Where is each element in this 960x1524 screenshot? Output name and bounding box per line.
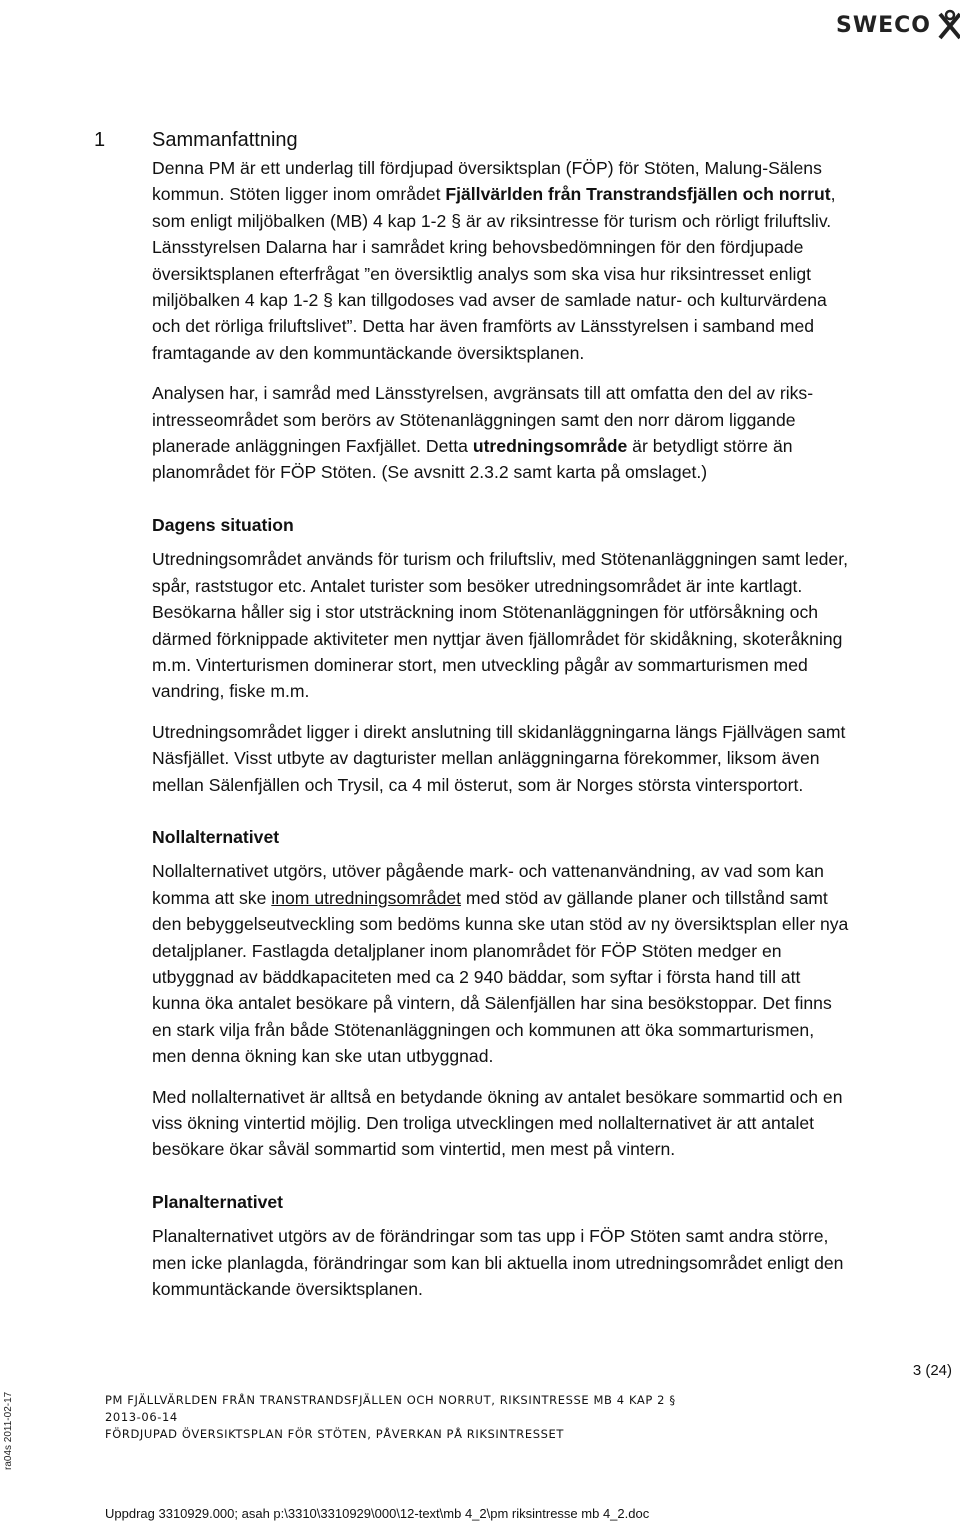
- underlined-run: inom utredningsområdet: [271, 887, 462, 908]
- text-run: Denna PM är ett underlag till fördjupad översiktsplan (FÖP) för Stöten, Malung-Sälens kommun. Stöten ligger inom området: [152, 158, 822, 205]
- document-body: [94, 125, 957, 1302]
- noll-heading: Nollalternativet: [152, 826, 280, 847]
- text-run: med stöd av gällande planer och tillstånd samt den bebyggelseutveckling som bedöms kunna ske utan stöd av ny översiktsplan eller nya detaljplaner. Fastlagda detaljplaner inom planområdet för FÖP Stöten medger en utbyggnad av bäddkapaciteten med ca 2 940 bäddar, som syftar i första hand till att kunna öka antalet besökare på vintern, då Sälenfjällen har sina besökstoppar. Det finns en stark vilja från både Stötenanläggningen och kommunen att öka sommarturismen, men denna ökning kan ske utan utbyggnad.: [152, 887, 849, 1067]
- dagens-paragraph-1: Utredningsområdet används för turism och friluftsliv, med Stötenanläggningen samt leder, spår, raststugor etc. Antalet turister som besöker utredningsområdet är inte kartlagt. Besökarna håller sig i stor utsträckning inom Stötenanläggningen för utförsåkning och därmed förknippade aktiviteter men nyttjar även fjällområdet för skidåkning, skoteråkning m.m. Vinterturismen dominerar stort, men utveckling pågår av sommarturismen med vandring, fiske m.m.: [152, 549, 848, 702]
- plan-heading: Planalternativet: [152, 1191, 284, 1212]
- section-number: 1: [94, 129, 106, 151]
- noll-paragraph-1: [152, 858, 957, 1069]
- plan-paragraph-1: Planalternativet utgörs av de förändringar som tas upp i FÖP Stöten samt andra större, men icke planlagda, förändringar som kan bli aktuella inom utredningsområdet enligt den kommuntäckande översiktsplanen.: [152, 1226, 844, 1300]
- logo-text: SWECO: [836, 12, 931, 38]
- sweco-logo-icon: [935, 8, 960, 42]
- text-run: Analysen har, i samråd med Länsstyrelsen, avgränsats till att omfatta den del av riks- intresseområdet som berörs av Stötenanläggningen samt den norr därom liggande planerade anläggningen Faxfjället. Detta: [152, 383, 814, 457]
- footer-block: [105, 1392, 676, 1443]
- noll-paragraph-2: Med nollalternativet är alltså en betydande ökning av antalet besökare sommartid och en viss ökning vintertid möjlig. Den troliga utvecklingen med nollalternativet är att antalet besökare ökar såväl sommartid som vintertid, men mest på vintern.: [152, 1086, 843, 1160]
- bold-run: Fjällvärlden från Transtrandsfjällen och norrut: [445, 184, 831, 205]
- section-title: Sammanfattning: [152, 129, 298, 151]
- footer-line-3: FÖRDJUPAD ÖVERSIKTSPLAN FÖR STÖTEN, PÅVERKAN PÅ RIKSINTRESSET: [105, 1427, 564, 1441]
- text-run: är betydligt större än planområdet för FÖP Stöten. (Se avsnitt 2.3.2 samt karta på omslaget.): [152, 436, 793, 483]
- dagens-heading: Dagens situation: [152, 514, 294, 535]
- page-number: 3 (24): [912, 1362, 952, 1379]
- summary-paragraph-1: [152, 155, 957, 366]
- uppdrag-path: Uppdrag 3310929.000; asah p:\3310\3310929\000\12-text\mb 4_2\pm riksintresse mb 4_2.doc: [105, 1506, 650, 1521]
- footer-line-1: PM FJÄLLVÄRLDEN FRÅN TRANSTRANDSFJÄLLEN OCH NORRUT, RIKSINTRESSE MB 4 KAP 2 §: [105, 1393, 676, 1407]
- summary-paragraph-2: [152, 380, 957, 486]
- section-heading: [94, 125, 957, 155]
- footer-line-2: 2013-06-14: [105, 1410, 178, 1424]
- side-code: ra04s 2011-02-17: [3, 1391, 14, 1470]
- sweco-logo: [836, 8, 960, 42]
- text-run: Nollalternativet utgörs, utöver pågående mark- och vattenanvändning, av vad som kan komma att ske: [152, 861, 824, 908]
- text-run: , som enligt miljöbalken (MB) 4 kap 1-2 § är av riksintresse för turism och rörligt friluftsliv. Länsstyrelsen Dalarna har i samrådet kring behovsbedömningen för den fördjupade översiktsplanen efterfrågat ”en översiktlig analys som ska visa hur riksintresset enligt miljöbalken 4 kap 1-2 § kan tillgodoses vad avser de samlade natur- och kulturvärdena och det rörliga friluftslivet”. Detta har även framförts av Länsstyrelsen i samband med framtagande av den kommuntäckande översiktsplanen.: [152, 184, 836, 363]
- bold-run: utredningsområde: [472, 436, 628, 457]
- dagens-paragraph-2: Utredningsområdet ligger i direkt anslutning till skidanläggningarna längs Fjällvägen samt Näsfjället. Visst utbyte av dagturister mellan anläggningarna förekommer, liksom även mellan Sälenfjällen och Trysil, ca 4 mil österut, som är Norges största vintersportort.: [152, 721, 846, 795]
